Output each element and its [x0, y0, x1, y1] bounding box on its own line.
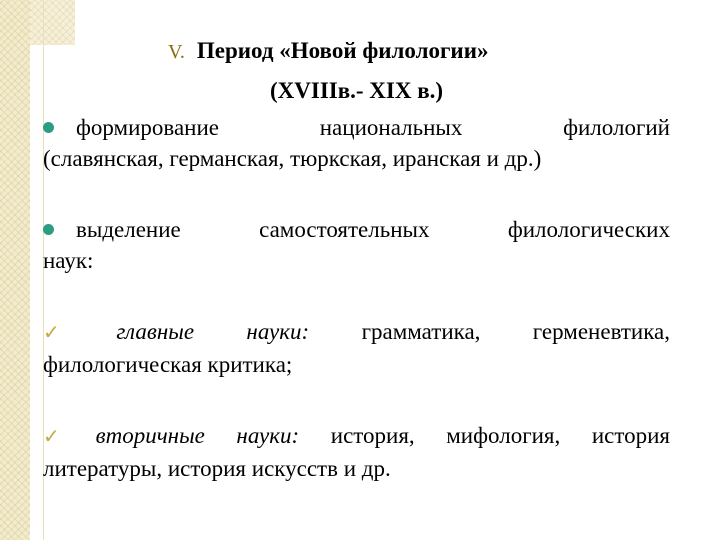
bullet-first-line [43, 420, 670, 453]
bullet-continuation: филологическая критика; [43, 352, 293, 377]
bullet-italic-lead: вторичные науки: [95, 423, 300, 448]
bullet-text: формирование национальных филологий [76, 115, 670, 140]
check-mark-icon: ✓ [43, 322, 107, 344]
bullet-first-line [43, 214, 670, 245]
bullet-text: история, мифология, история [330, 423, 670, 448]
slide-title-line-2: (XVIIIв.- XIX в.) [270, 78, 444, 103]
sub-bullet-item [43, 420, 670, 484]
check-mark-icon: ✓ [43, 426, 86, 448]
dot-bullet-icon [43, 224, 54, 235]
sub-bullet-item [43, 316, 670, 380]
decorative-corner-pattern [30, 0, 75, 45]
bullet-continuation: литературы, история искусств и др. [43, 456, 391, 481]
bullet-continuation: (славянская, германская, тюркская, иранская и др.) [43, 146, 542, 171]
bullet-continuation: наук: [43, 248, 94, 273]
dot-bullet-icon [43, 122, 54, 133]
bullet-item [43, 112, 670, 174]
section-numeral: V. [168, 41, 185, 63]
bullet-first-line [43, 112, 670, 143]
slide-title-text: Период «Новой филологии» [196, 38, 489, 63]
bullet-text: грамматика, герменевтика, [361, 319, 670, 344]
bullet-italic-lead: главные науки: [116, 319, 310, 344]
slide-title-line-1 [168, 38, 488, 64]
decorative-side-strip [0, 0, 30, 540]
bullet-item [43, 214, 670, 276]
bullet-text: выделение самостоятельных филологических [76, 217, 670, 242]
bullet-first-line [43, 316, 670, 349]
